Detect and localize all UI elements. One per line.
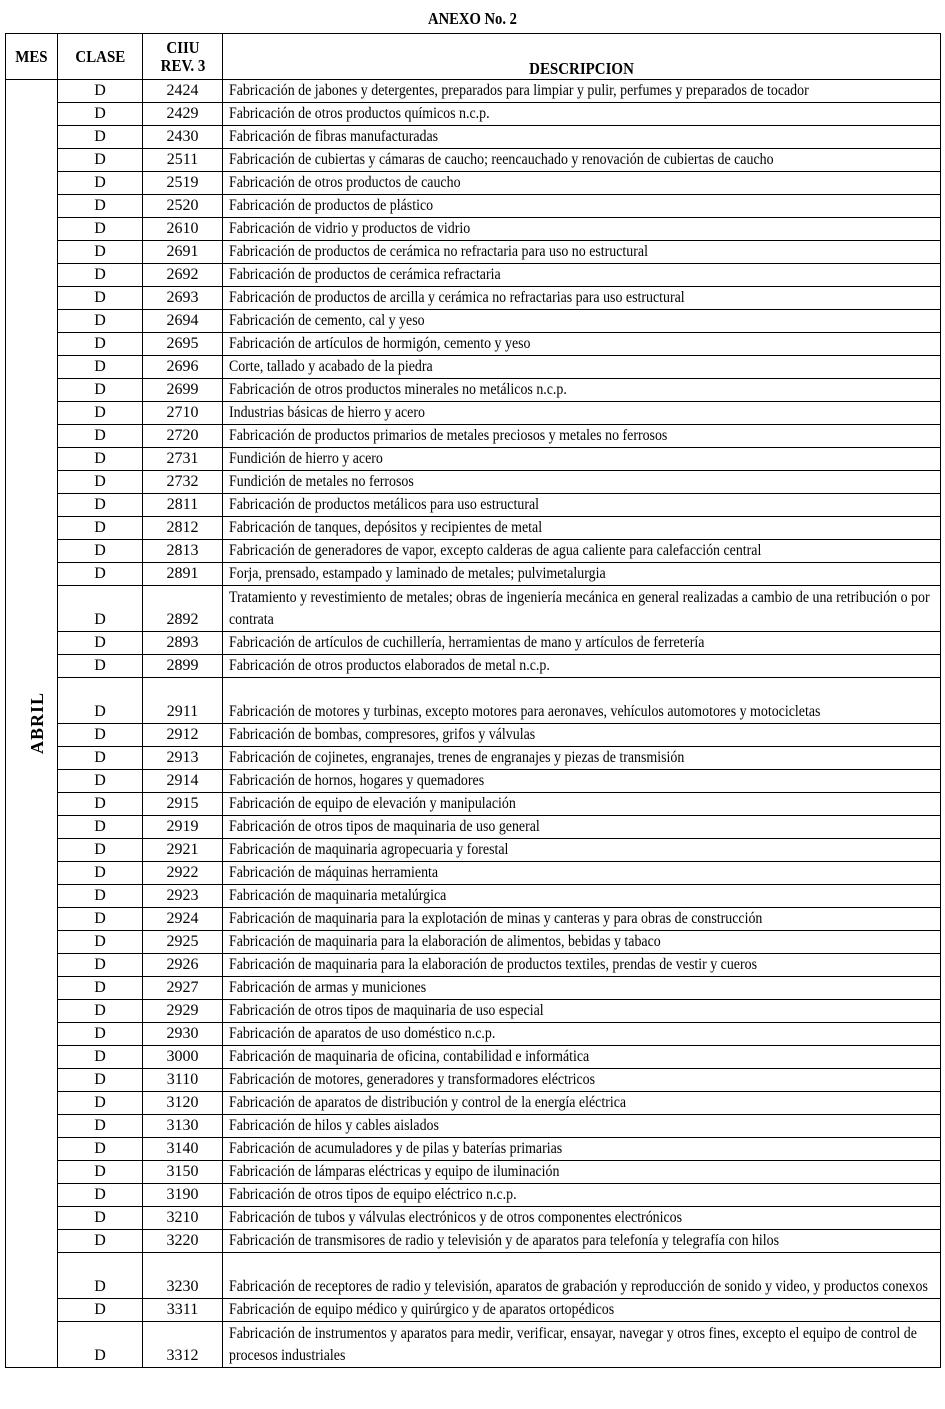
- clase-cell: D: [58, 126, 143, 149]
- table-row: [6, 1184, 941, 1207]
- description-text: Fabricación de productos de cerámica no refractaria para uso no estructural: [229, 243, 648, 260]
- table-row: [6, 1230, 941, 1253]
- table-row: [6, 724, 941, 747]
- clase-cell: D: [58, 816, 143, 839]
- header-row: [6, 34, 941, 80]
- description-text: Fabricación de maquinaria de oficina, contabilidad e informática: [229, 1048, 590, 1065]
- clase-cell: D: [58, 471, 143, 494]
- table-row: [6, 310, 941, 333]
- description-text: Fabricación de otros productos minerales no metálicos n.c.p.: [229, 381, 567, 398]
- description-text: Fabricación de instrumentos y aparatos para medir, verificar, ensayar, navegar y otros fines, excepto el equipo de control de procesos industriales: [229, 1325, 917, 1364]
- description-text: Fabricación de otros productos químicos n.c.p.: [229, 105, 490, 122]
- description-cell: [223, 494, 941, 517]
- ciiu-code-cell: 2929: [143, 1000, 223, 1023]
- clase-cell: D: [58, 977, 143, 1000]
- description-cell: [223, 1000, 941, 1023]
- description-text: Fabricación de maquinaria metalúrgica: [229, 887, 447, 904]
- table-row: [6, 1322, 941, 1368]
- description-cell: [223, 356, 941, 379]
- ciiu-code-cell: 2919: [143, 816, 223, 839]
- description-text: Fabricación de maquinaria para la explotación de minas y canteras y para obras de construcción: [229, 910, 763, 927]
- description-text: Fabricación de artículos de cuchillería, herramientas de mano y artículos de ferretería: [229, 634, 705, 651]
- table-row: [6, 885, 941, 908]
- description-cell: [223, 1023, 941, 1046]
- table-row: [6, 425, 941, 448]
- ciiu-code-cell: 2924: [143, 908, 223, 931]
- description-text: Fabricación de productos de arcilla y cerámica no refractarias para uso estructural: [229, 289, 685, 306]
- header-mes: MES: [6, 34, 58, 80]
- ciiu-code-cell: 2914: [143, 770, 223, 793]
- clase-cell: D: [58, 1184, 143, 1207]
- ciiu-code-cell: 3110: [143, 1069, 223, 1092]
- description-text: Fabricación de otros productos de caucho: [229, 174, 461, 191]
- description-text: Fabricación de maquinaria para la elaboración de productos textiles, prendas de vestir y cueros: [229, 956, 757, 973]
- description-cell: [223, 287, 941, 310]
- table-row: [6, 931, 941, 954]
- clase-cell: D: [58, 931, 143, 954]
- clase-cell: D: [58, 1023, 143, 1046]
- description-text: Fabricación de jabones y detergentes, preparados para limpiar y pulir, perfumes y preparados de tocador: [229, 82, 809, 99]
- description-cell: [223, 1299, 941, 1322]
- ciiu-code-cell: 3312: [143, 1322, 223, 1368]
- description-cell: [223, 1184, 941, 1207]
- description-cell: [223, 425, 941, 448]
- description-text: Fabricación de otros productos elaborados de metal n.c.p.: [229, 657, 550, 674]
- description-cell: [223, 678, 941, 724]
- description-text: Fabricación de otros tipos de equipo eléctrico n.c.p.: [229, 1186, 517, 1203]
- document-title: ANEXO No. 2: [428, 9, 517, 28]
- description-cell: [223, 954, 941, 977]
- ciiu-code-cell: 2927: [143, 977, 223, 1000]
- table-row: [6, 287, 941, 310]
- header-clase: CLASE: [58, 34, 143, 80]
- clase-cell: D: [58, 402, 143, 425]
- annex-table: [5, 33, 941, 1368]
- table-row: [6, 80, 941, 103]
- table-row: [6, 1046, 941, 1069]
- description-text: Corte, tallado y acabado de la piedra: [229, 358, 433, 375]
- ciiu-code-cell: 2699: [143, 379, 223, 402]
- description-cell: [223, 655, 941, 678]
- clase-cell: D: [58, 770, 143, 793]
- ciiu-code-cell: 2696: [143, 356, 223, 379]
- ciiu-code-cell: 2913: [143, 747, 223, 770]
- clase-cell: D: [58, 80, 143, 103]
- clase-cell: D: [58, 1069, 143, 1092]
- table-row: [6, 563, 941, 586]
- ciiu-code-cell: 3120: [143, 1092, 223, 1115]
- table-row: [6, 1000, 941, 1023]
- clase-cell: D: [58, 1299, 143, 1322]
- clase-cell: D: [58, 333, 143, 356]
- header-descripcion: DESCRIPCION: [223, 34, 941, 80]
- description-text: Fabricación de motores, generadores y transformadores eléctricos: [229, 1071, 596, 1088]
- ciiu-code-cell: 2893: [143, 632, 223, 655]
- description-text: Fabricación de aparatos de distribución y control de la energía eléctrica: [229, 1094, 627, 1111]
- description-cell: [223, 517, 941, 540]
- description-cell: [223, 816, 941, 839]
- description-cell: [223, 563, 941, 586]
- clase-cell: D: [58, 494, 143, 517]
- description-text: Fabricación de cojinetes, engranajes, trenes de engranajes y piezas de transmisión: [229, 749, 685, 766]
- clase-cell: D: [58, 540, 143, 563]
- description-cell: [223, 885, 941, 908]
- ciiu-code-cell: 2930: [143, 1023, 223, 1046]
- table-row: [6, 770, 941, 793]
- ciiu-code-cell: 2923: [143, 885, 223, 908]
- description-text: Fabricación de armas y municiones: [229, 979, 427, 996]
- description-cell: [223, 126, 941, 149]
- ciiu-code-cell: 2519: [143, 172, 223, 195]
- description-cell: [223, 1230, 941, 1253]
- table-row: [6, 517, 941, 540]
- description-cell: [223, 747, 941, 770]
- ciiu-code-cell: 3210: [143, 1207, 223, 1230]
- ciiu-code-cell: 2892: [143, 586, 223, 632]
- ciiu-code-cell: 2610: [143, 218, 223, 241]
- description-text: Fabricación de fibras manufacturadas: [229, 128, 439, 145]
- clase-cell: D: [58, 1161, 143, 1184]
- table-row: [6, 632, 941, 655]
- description-cell: [223, 310, 941, 333]
- clase-cell: D: [58, 264, 143, 287]
- description-cell: [223, 103, 941, 126]
- table-row: [6, 448, 941, 471]
- description-cell: [223, 379, 941, 402]
- clase-cell: D: [58, 149, 143, 172]
- table-row: [6, 540, 941, 563]
- table-row: [6, 816, 941, 839]
- description-cell: [223, 195, 941, 218]
- clase-cell: D: [58, 655, 143, 678]
- table-row: [6, 149, 941, 172]
- description-text: Fabricación de productos metálicos para uso estructural: [229, 496, 540, 513]
- description-cell: [223, 333, 941, 356]
- month-cell: [6, 80, 58, 1368]
- ciiu-code-cell: 2891: [143, 563, 223, 586]
- description-text: Fabricación de motores y turbinas, excepto motores para aeronaves, vehículos automotores y motocicletas: [229, 703, 821, 720]
- table-row: [6, 1207, 941, 1230]
- description-cell: [223, 1138, 941, 1161]
- clase-cell: D: [58, 563, 143, 586]
- clase-cell: D: [58, 241, 143, 264]
- description-text: Fabricación de bombas, compresores, grifos y válvulas: [229, 726, 536, 743]
- description-text: Fabricación de aparatos de uso doméstico n.c.p.: [229, 1025, 496, 1042]
- clase-cell: D: [58, 1253, 143, 1299]
- description-cell: [223, 632, 941, 655]
- description-cell: [223, 793, 941, 816]
- ciiu-code-cell: 2922: [143, 862, 223, 885]
- clase-cell: D: [58, 908, 143, 931]
- table-row: [6, 1253, 941, 1299]
- table-row: [6, 333, 941, 356]
- description-cell: [223, 402, 941, 425]
- description-text: Fabricación de hornos, hogares y quemadores: [229, 772, 485, 789]
- ciiu-code-cell: 3230: [143, 1253, 223, 1299]
- description-cell: [223, 264, 941, 287]
- table-row: [6, 678, 941, 724]
- clase-cell: D: [58, 448, 143, 471]
- description-cell: [223, 839, 941, 862]
- ciiu-code-cell: 2424: [143, 80, 223, 103]
- ciiu-code-cell: 2691: [143, 241, 223, 264]
- clase-cell: D: [58, 724, 143, 747]
- description-text: Forja, prensado, estampado y laminado de metales; pulvimetalurgia: [229, 565, 606, 582]
- description-text: Fabricación de productos de cerámica refractaria: [229, 266, 501, 283]
- ciiu-code-cell: 3220: [143, 1230, 223, 1253]
- table-row: [6, 402, 941, 425]
- clase-cell: D: [58, 793, 143, 816]
- clase-cell: D: [58, 747, 143, 770]
- description-text: Fundición de metales no ferrosos: [229, 473, 414, 490]
- table-row: [6, 356, 941, 379]
- ciiu-code-cell: 2813: [143, 540, 223, 563]
- description-text: Fabricación de equipo de elevación y manipulación: [229, 795, 516, 812]
- clase-cell: D: [58, 1092, 143, 1115]
- table-row: [6, 1138, 941, 1161]
- clase-cell: D: [58, 218, 143, 241]
- table-row: [6, 126, 941, 149]
- clase-cell: D: [58, 310, 143, 333]
- clase-cell: D: [58, 632, 143, 655]
- description-cell: [223, 908, 941, 931]
- ciiu-code-cell: 2511: [143, 149, 223, 172]
- description-text: Industrias básicas de hierro y acero: [229, 404, 425, 421]
- description-text: Fabricación de máquinas herramienta: [229, 864, 439, 881]
- table-row: [6, 218, 941, 241]
- description-text: Fabricación de acumuladores y de pilas y baterías primarias: [229, 1140, 563, 1157]
- ciiu-code-cell: 3140: [143, 1138, 223, 1161]
- ciiu-code-cell: 2429: [143, 103, 223, 126]
- description-cell: [223, 1046, 941, 1069]
- clase-cell: D: [58, 862, 143, 885]
- description-cell: [223, 80, 941, 103]
- clase-cell: D: [58, 1207, 143, 1230]
- description-text: Fabricación de maquinaria agropecuaria y forestal: [229, 841, 509, 858]
- table-row: [6, 1069, 941, 1092]
- ciiu-code-cell: 2915: [143, 793, 223, 816]
- clase-cell: D: [58, 195, 143, 218]
- month-label: ABRIL: [27, 691, 48, 754]
- table-row: [6, 1023, 941, 1046]
- clase-cell: D: [58, 586, 143, 632]
- description-text: Fabricación de cemento, cal y yeso: [229, 312, 425, 329]
- description-cell: [223, 977, 941, 1000]
- ciiu-code-cell: 2732: [143, 471, 223, 494]
- ciiu-code-cell: 2911: [143, 678, 223, 724]
- ciiu-code-cell: 2921: [143, 839, 223, 862]
- description-cell: [223, 862, 941, 885]
- description-cell: [223, 149, 941, 172]
- clase-cell: D: [58, 356, 143, 379]
- clase-cell: D: [58, 1230, 143, 1253]
- description-cell: [223, 540, 941, 563]
- ciiu-code-cell: 2430: [143, 126, 223, 149]
- ciiu-code-cell: 3190: [143, 1184, 223, 1207]
- description-text: Fabricación de generadores de vapor, excepto calderas de agua caliente para calefacción central: [229, 542, 762, 559]
- description-cell: [223, 172, 941, 195]
- description-text: Fabricación de tubos y válvulas electrónicos y de otros componentes electrónicos: [229, 1209, 683, 1226]
- description-text: Fabricación de otros tipos de maquinaria de uso especial: [229, 1002, 544, 1019]
- table-row: [6, 471, 941, 494]
- ciiu-code-cell: 2912: [143, 724, 223, 747]
- ciiu-code-cell: 2692: [143, 264, 223, 287]
- ciiu-code-cell: 2720: [143, 425, 223, 448]
- clase-cell: D: [58, 172, 143, 195]
- ciiu-code-cell: 3311: [143, 1299, 223, 1322]
- ciiu-code-cell: 2693: [143, 287, 223, 310]
- description-cell: [223, 931, 941, 954]
- description-cell: [223, 770, 941, 793]
- table-body: [6, 80, 941, 1368]
- description-text: Fabricación de cubiertas y cámaras de caucho; reencauchado y renovación de cubiertas de caucho: [229, 151, 774, 168]
- table-row: [6, 1299, 941, 1322]
- ciiu-code-cell: 2899: [143, 655, 223, 678]
- clase-cell: D: [58, 287, 143, 310]
- table-row: [6, 977, 941, 1000]
- description-text: Fabricación de artículos de hormigón, cemento y yeso: [229, 335, 531, 352]
- description-cell: [223, 1207, 941, 1230]
- clase-cell: D: [58, 1322, 143, 1368]
- description-cell: [223, 1115, 941, 1138]
- description-text: Fundición de hierro y acero: [229, 450, 383, 467]
- table-row: [6, 172, 941, 195]
- table-row: [6, 839, 941, 862]
- clase-cell: D: [58, 885, 143, 908]
- table-row: [6, 264, 941, 287]
- ciiu-code-cell: 2695: [143, 333, 223, 356]
- table-row: [6, 494, 941, 517]
- table-row: [6, 1115, 941, 1138]
- description-text: Tratamiento y revestimiento de metales; obras de ingeniería mecánica en general realizadas a cambio de una retribución o por contrata: [229, 589, 930, 628]
- table-row: [6, 103, 941, 126]
- ciiu-code-cell: 2694: [143, 310, 223, 333]
- description-cell: [223, 586, 941, 632]
- clase-cell: D: [58, 379, 143, 402]
- table-row: [6, 793, 941, 816]
- table-row: [6, 862, 941, 885]
- description-cell: [223, 1069, 941, 1092]
- ciiu-code-cell: 2731: [143, 448, 223, 471]
- header-ciiu: CIIU REV. 3: [143, 34, 223, 80]
- description-cell: [223, 241, 941, 264]
- description-cell: [223, 1161, 941, 1184]
- table-row: [6, 241, 941, 264]
- ciiu-code-cell: 2926: [143, 954, 223, 977]
- clase-cell: D: [58, 1046, 143, 1069]
- ciiu-code-cell: 2811: [143, 494, 223, 517]
- clase-cell: D: [58, 1115, 143, 1138]
- description-text: Fabricación de receptores de radio y televisión, aparatos de grabación y reproducción de sonido y video, y productos conexos: [229, 1278, 928, 1295]
- description-text: Fabricación de productos primarios de metales preciosos y metales no ferrosos: [229, 427, 668, 444]
- description-text: Fabricación de maquinaria para la elaboración de alimentos, bebidas y tabaco: [229, 933, 661, 950]
- table-row: [6, 1161, 941, 1184]
- description-text: Fabricación de tanques, depósitos y recipientes de metal: [229, 519, 543, 536]
- ciiu-code-cell: 3130: [143, 1115, 223, 1138]
- ciiu-code-cell: 3000: [143, 1046, 223, 1069]
- table-row: [6, 747, 941, 770]
- description-text: Fabricación de equipo médico y quirúrgico y de aparatos ortopédicos: [229, 1301, 615, 1318]
- ciiu-code-cell: 2520: [143, 195, 223, 218]
- description-cell: [223, 448, 941, 471]
- description-cell: [223, 1253, 941, 1299]
- description-cell: [223, 724, 941, 747]
- clase-cell: D: [58, 425, 143, 448]
- ciiu-code-cell: 2925: [143, 931, 223, 954]
- clase-cell: D: [58, 1000, 143, 1023]
- description-text: Fabricación de productos de plástico: [229, 197, 434, 214]
- description-text: Fabricación de lámparas eléctricas y equipo de iluminación: [229, 1163, 560, 1180]
- clase-cell: D: [58, 678, 143, 724]
- clase-cell: D: [58, 839, 143, 862]
- clase-cell: D: [58, 954, 143, 977]
- clase-cell: D: [58, 1138, 143, 1161]
- table-row: [6, 586, 941, 632]
- description-text: Fabricación de transmisores de radio y televisión y de aparatos para telefonía y telegrafía con hilos: [229, 1232, 780, 1249]
- description-cell: [223, 1092, 941, 1115]
- table-row: [6, 1092, 941, 1115]
- table-row: [6, 379, 941, 402]
- table-row: [6, 655, 941, 678]
- ciiu-code-cell: 3150: [143, 1161, 223, 1184]
- description-text: Fabricación de otros tipos de maquinaria de uso general: [229, 818, 540, 835]
- table-row: [6, 908, 941, 931]
- ciiu-code-cell: 2710: [143, 402, 223, 425]
- clase-cell: D: [58, 517, 143, 540]
- ciiu-code-cell: 2812: [143, 517, 223, 540]
- description-text: Fabricación de vidrio y productos de vidrio: [229, 220, 471, 237]
- clase-cell: D: [58, 103, 143, 126]
- description-cell: [223, 1322, 941, 1368]
- description-cell: [223, 471, 941, 494]
- description-cell: [223, 218, 941, 241]
- table-row: [6, 195, 941, 218]
- description-text: Fabricación de hilos y cables aislados: [229, 1117, 439, 1134]
- table-row: [6, 954, 941, 977]
